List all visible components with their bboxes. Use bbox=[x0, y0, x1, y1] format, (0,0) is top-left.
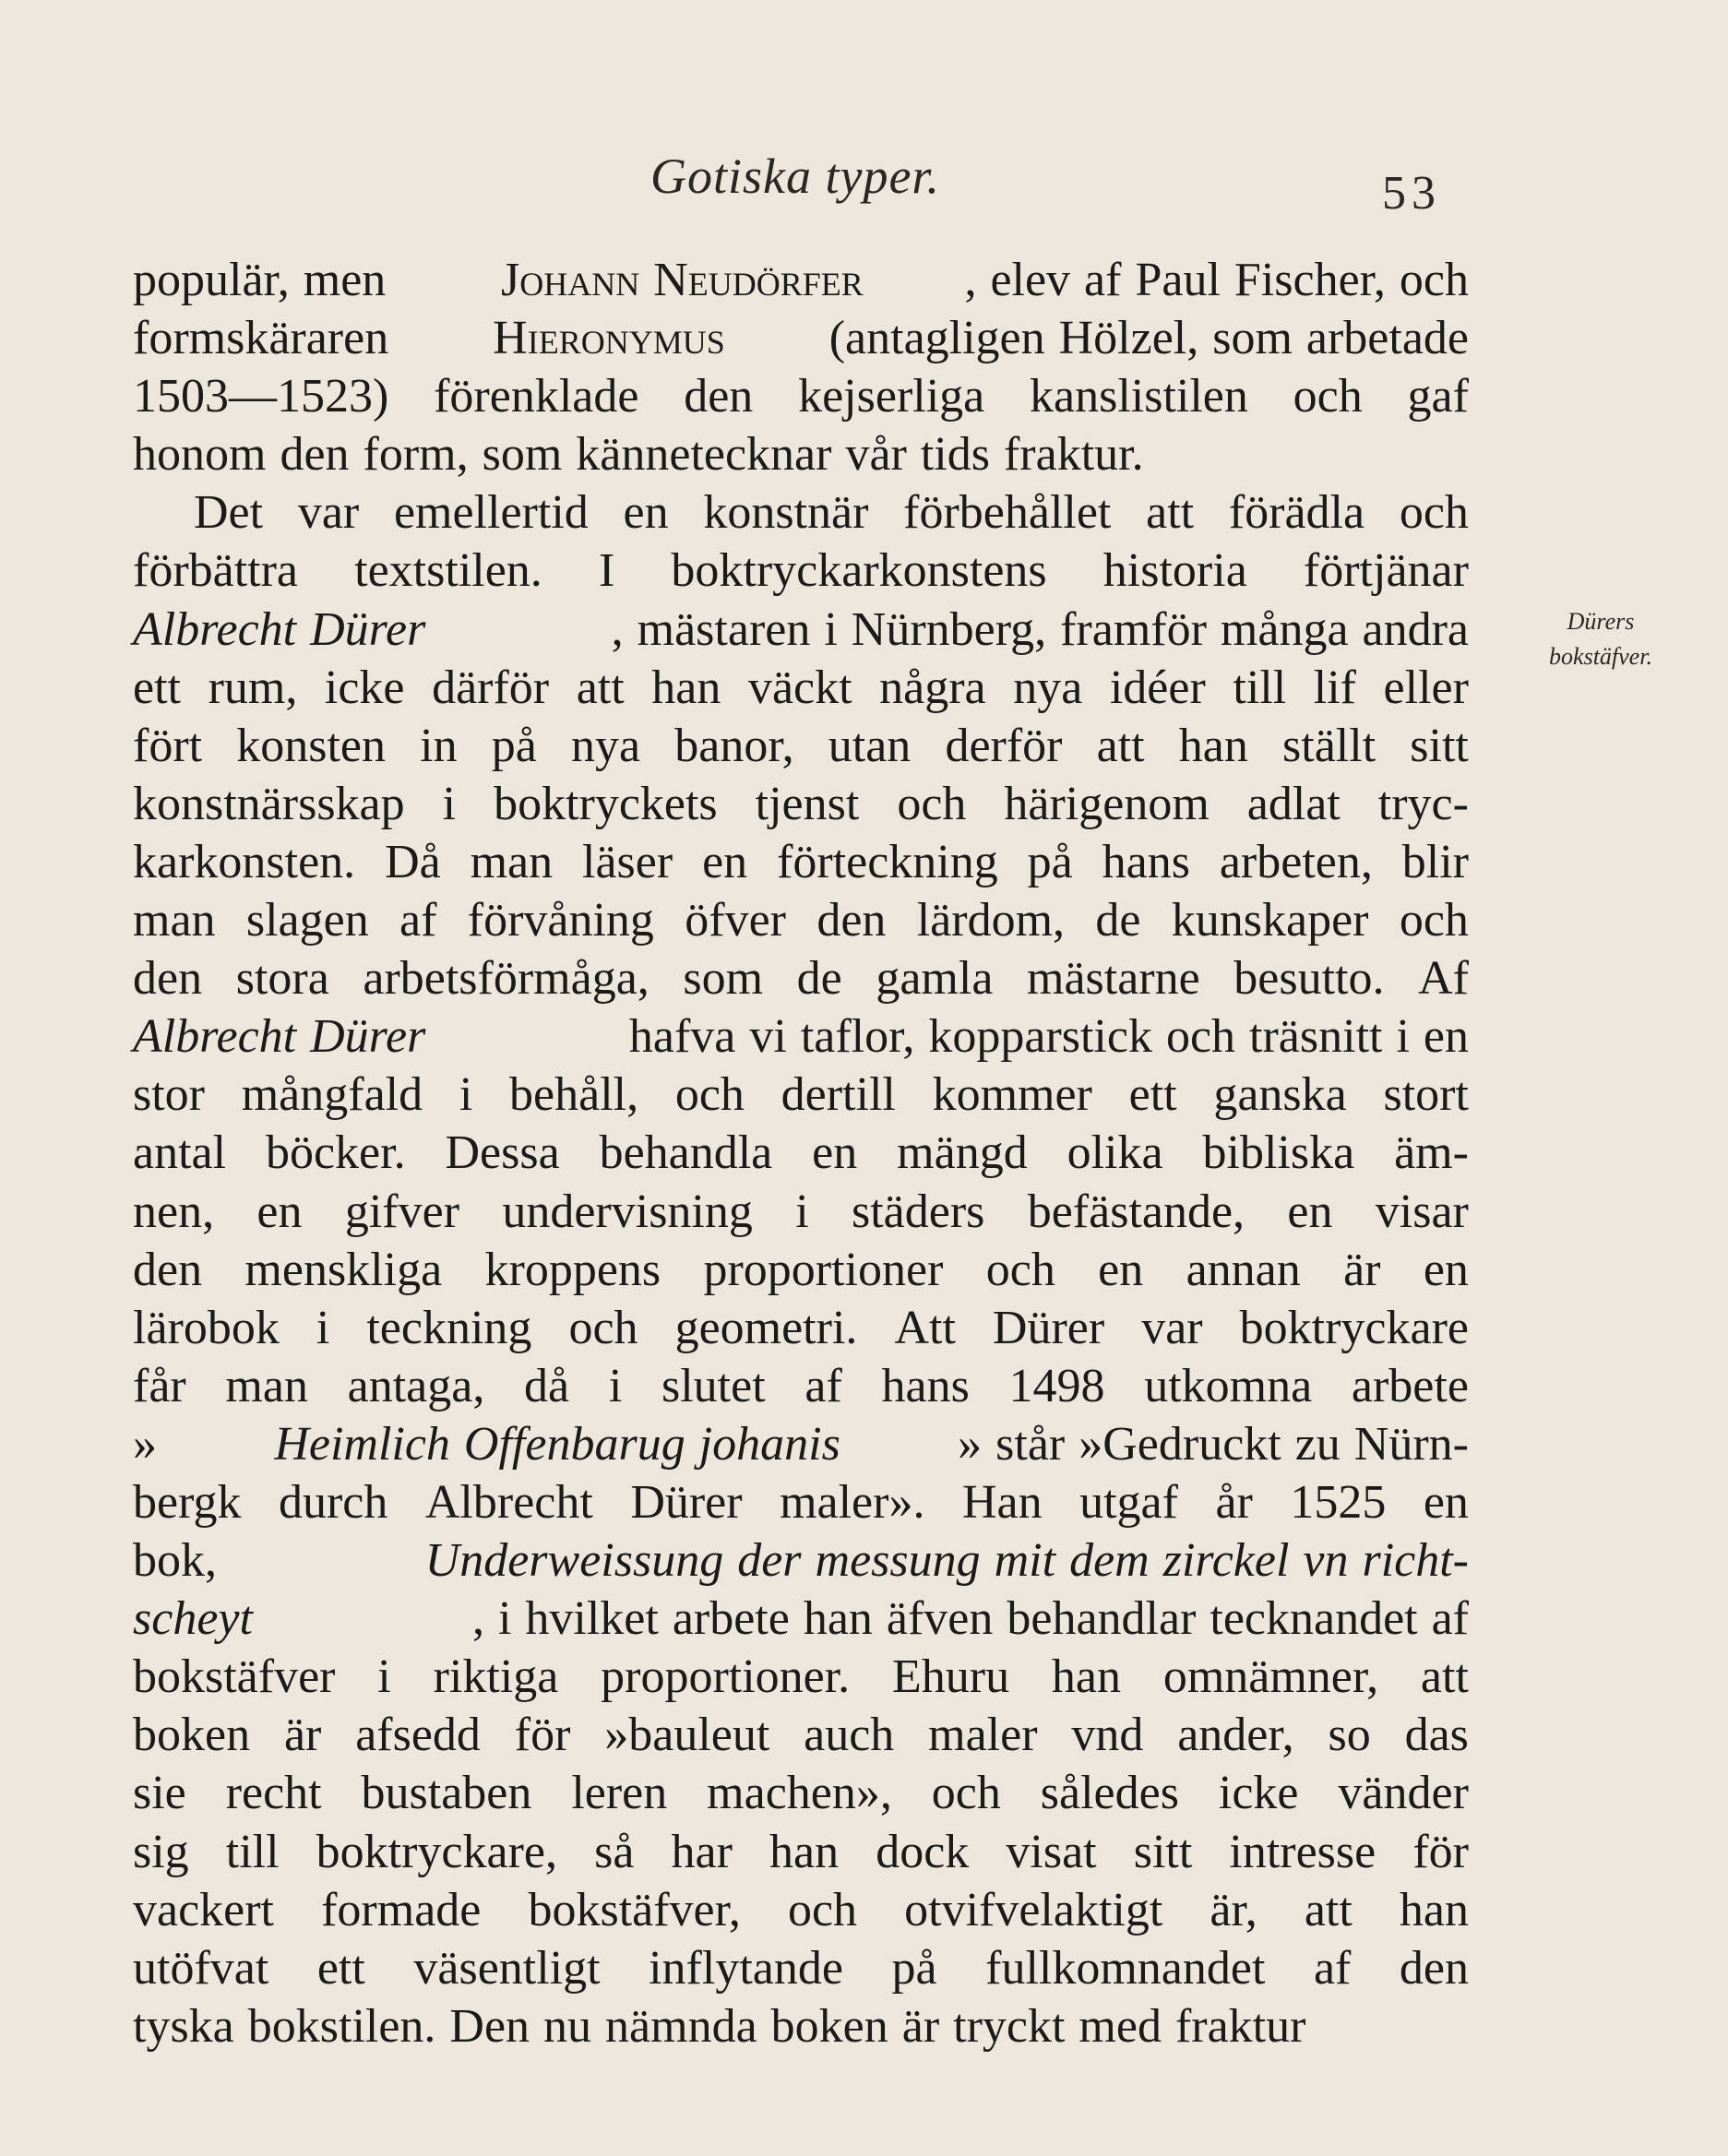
text-line: den stora arbetsförmåga, som de gamla mästarne besutto. Af bbox=[133, 952, 1469, 1006]
text-line: sig till boktryckare, så har han dock visat sitt intresse för bbox=[133, 1825, 1469, 1878]
margin-note bbox=[1513, 604, 1688, 674]
text-line: bergk durch Albrecht Dürer maler». Han utgaf år 1525 en bbox=[133, 1475, 1469, 1529]
text-line: man slagen af förvåning öfver den lärdom, de kunskaper och bbox=[133, 894, 1469, 947]
margin-note-line: bokstäfver. bbox=[1549, 643, 1652, 670]
text-line: lärobok i teckning och geometri. Att Dürer var boktryckare bbox=[133, 1301, 1469, 1354]
text-line: » Heimlich Offenbarug johanis » står »Gedruckt zu Nürn- bbox=[133, 1415, 1469, 1473]
running-title: Gotiska typer. bbox=[650, 149, 940, 204]
text-line: sie recht bustaben leren machen», och således icke vänder bbox=[133, 1767, 1469, 1820]
text-line: får man antaga, då i slutet af hans 1498 utkomna arbete bbox=[133, 1359, 1469, 1412]
text-line: 1503—1523) förenklade den kejserliga kanslistilen och gaf bbox=[133, 370, 1469, 423]
running-head bbox=[0, 148, 1728, 221]
text-line: Albrecht Dürer , mästaren i Nürnberg, framför många andra bbox=[133, 601, 1469, 659]
text-line: boken är afsedd för »bauleut auch maler vnd ander, so das bbox=[133, 1709, 1469, 1762]
text-line: fört konsten in på nya banor, utan derför att han ställt sitt bbox=[133, 719, 1469, 772]
text-line: konstnärsskap i boktryckets tjenst och härigenom adlat tryc- bbox=[133, 777, 1469, 830]
italic-title: Underweissung der messung mit dem zirckel vn richt- bbox=[424, 1534, 1469, 1588]
text-line: formskäraren Hieronymus (antagligen Hölzel, som arbetade bbox=[133, 309, 1469, 367]
text-line: förbättra textstilen. I boktryckarkonstens historia förtjänar bbox=[133, 544, 1469, 598]
text-line: honom den form, som kännetecknar vår tids fraktur. bbox=[133, 428, 1144, 482]
text-line: Det var emellertid en konstnär förbehållet att förädla och bbox=[194, 486, 1469, 540]
page-number: 53 bbox=[1382, 167, 1441, 220]
text-line: vackert formade bokstäfver, och otvifvelaktigt är, att han bbox=[133, 1883, 1469, 1936]
italic-name: Albrecht Dürer bbox=[133, 602, 426, 656]
italic-title: scheyt bbox=[133, 1592, 253, 1646]
text-line: tyska bokstilen. Den nu nämnda boken är tryckt med fraktur bbox=[133, 1999, 1306, 2053]
text-line: antal böcker. Dessa behandla en mängd olika bibliska äm- bbox=[133, 1126, 1469, 1180]
margin-note-line: Dürers bbox=[1567, 608, 1635, 635]
text-line: scheyt , i hvilket arbete han äfven behandlar tecknandet af bbox=[133, 1590, 1469, 1648]
text-line: populär, men Johann Neudörfer , elev af Paul Fischer, och bbox=[133, 251, 1469, 309]
person-name: Hieronymus bbox=[493, 312, 725, 365]
italic-name: Albrecht Dürer bbox=[133, 1010, 426, 1064]
text-line: Albrecht Dürer hafva vi taflor, kopparstick och träsnitt i en bbox=[133, 1007, 1469, 1066]
text-line: utöfvat ett väsentligt inflytande på fullkomnandet af den bbox=[133, 1941, 1469, 1995]
text-line: bokstäfver i riktiga proportioner. Ehuru han omnämner, att bbox=[133, 1650, 1469, 1704]
text-line: karkonsten. Då man läser en förteckning på hans arbeten, blir bbox=[133, 835, 1469, 888]
body-text bbox=[133, 251, 1469, 2055]
person-name: Johann Neudörfer bbox=[500, 254, 864, 306]
text-line: stor mångfald i behåll, och dertill kommer ett ganska stort bbox=[133, 1068, 1469, 1122]
text-line: nen, en gifver undervisning i städers befästande, en visar bbox=[133, 1185, 1469, 1238]
italic-title: Heimlich Offenbarug johanis bbox=[274, 1417, 840, 1471]
text-line: ett rum, icke därför att han väckt några nya idéer till lif eller bbox=[133, 661, 1469, 714]
text-line: den menskliga kroppens proportioner och en annan är en bbox=[133, 1243, 1469, 1296]
text-line: bok, Underweissung der messung mit dem zirckel vn richt- bbox=[133, 1531, 1469, 1590]
